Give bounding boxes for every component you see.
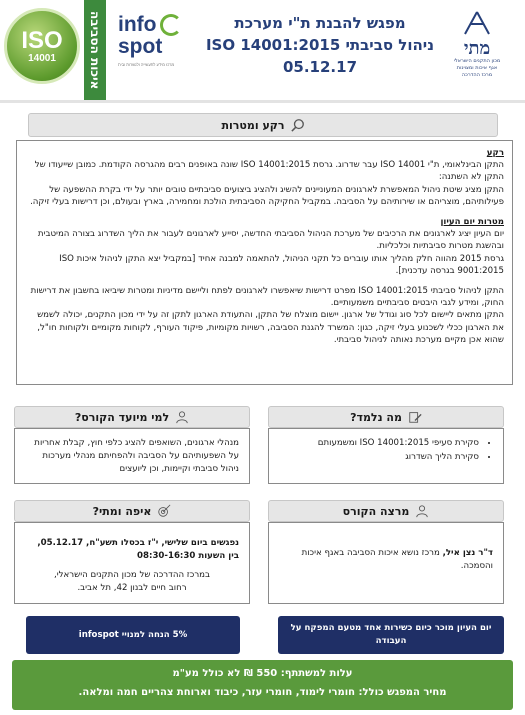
audience-text: מנהלי ארגונים, השואפים להציג כלפי חוץ, קבלת אחריות על השפעותיהם על הסביבה ולהפחיתם מנהלי מערכות ניהול סביבתי וקיימות, וכן ליועצים [34, 438, 239, 474]
logo-mark: מתי [463, 38, 491, 59]
lecturer-section-title [268, 500, 504, 522]
infospot-logo [118, 14, 188, 84]
certification-button[interactable]: יום העיון מוכר כיום כשירות אחד מטעם המפקח על העבודה [278, 616, 504, 654]
background-p1: התקן הבינלאומי, ת"י ISO 14001 עבר שדרוג. גרסת ISO 14001:2015 שונה באופנים רבים מהגרסה הקודמת. כמובן שייעודו של התקן לא השתנה: [34, 160, 504, 183]
logo-sub2: אגף איכות ומצוינות [456, 65, 498, 71]
price-bar [12, 660, 513, 710]
background-box [16, 140, 513, 385]
goals-head: מטרות יום העיון [440, 217, 504, 228]
background-head: רקע [486, 148, 504, 158]
where-title-text: איפה ומתי? [92, 504, 152, 518]
sii-emblem-icon [457, 10, 497, 36]
search-icon [291, 118, 305, 132]
title-date: 05.12.17 [282, 58, 358, 76]
iso-14001-badge [4, 8, 80, 84]
iso-badge-text: ISO [21, 26, 63, 54]
learn-section-title [268, 406, 504, 428]
audience-section-title [14, 406, 250, 428]
discount-button[interactable]: 5% הנחה למנויי infospot [26, 616, 240, 654]
side-tab: איכות הסביבה [84, 0, 106, 100]
lecturer-name: ד"ר נצן איל, [442, 548, 493, 558]
infospot-logo-line1: info [118, 13, 157, 36]
where-box [14, 522, 250, 604]
where-line4: רחוב חיים לבנון 42, תל אביב. [77, 583, 187, 593]
title-line2: ניהול סביבתי ISO 14001:2015 [205, 36, 435, 54]
logo-sub1: מכון התקנים הישראלי [453, 58, 501, 64]
lecturer-title-text: מרצה הקורס [342, 504, 410, 518]
price-line: עלות למשתתף: 550 ₪ לא כולל מע"מ [172, 668, 353, 679]
where-line2: בין השעות 08:30-16:30 [137, 551, 239, 561]
infospot-logo-line2: spot [118, 35, 163, 58]
where-line3: במרכז ההדרכה של מכון התקנים הישראלי, [54, 570, 210, 580]
learn-box [268, 428, 504, 484]
page-title [200, 12, 440, 78]
lecturer-box [268, 522, 504, 604]
audience-box [14, 428, 250, 484]
title-line1: מפגש להבנת ת"י מערכת [234, 14, 406, 32]
audience-title-text: למי מיועד הקורס? [74, 410, 170, 424]
background-p2: התקן מציג שיטת ניהול המאפשרת לארגונים המעוניינים להשיג ולהציג ביצועים סביבתיים טובים יותר על ידי בקרת ההשפעה של פעילותיהם, מוצריהם או שירותיהם על הסביבה. במקביל החקיקה הסביבתית הולכת ומחמירה, בארץ ובעולם, וכן דרישות בעלי זיקה. [30, 184, 504, 207]
lecturer-text: מרכז נושא איכות הסביבה באגף איכות והסמכה. [301, 548, 493, 571]
background-section-title [28, 113, 498, 137]
goals-p4: גרסת 2015 מהווה חלק מהליך אותו עוברים כל תקני הניהול, להתאמה למבנה אחיד [במקביל יצא התקן לניהול איכות ISO 9001:2015 בגרסה עדכנית]. [59, 253, 504, 276]
infospot-logo-sub: מרכז מידע לתעשייה ולנשרות ובית [118, 62, 175, 67]
goals-p5: התקן לניהול סביבתי ISO 14001:2015 מפרט דרישות שיאפשרו לארגונים לפתח וליישם מדיניות ומטרות שיביאו בחשבון את דרישות החוק, ומידע לגבי היבטים סביבתיים משמעותיים. [30, 286, 504, 309]
lecturer-icon [415, 504, 429, 518]
sii-logo [437, 10, 517, 79]
learn-list [279, 437, 493, 464]
where-section-title [14, 500, 250, 522]
price-includes: מחיר המפגש כולל: חומרי לימוד, חומרי עזר, כיבוד וארוחת צהריים חמה ומלאה. [78, 687, 447, 698]
target-icon [157, 504, 171, 518]
person-icon [175, 410, 189, 424]
learn-title-text: מה נלמד? [350, 410, 402, 424]
writing-icon [408, 410, 422, 424]
goals-p6: התקן מתאים ליישום לכל סוג וגודל של ארגון. יישום מוצלח של התקן, והתעודת הארגון לתקן זה על ידי מכון התקנים, יכולה לשמש את הארגון ככלי לשכנוע בעלי זיקה, כגון: המשרד להגנת הסביבה, רשויות מקומיות, פיקוד העורף, לקוחות מקומיים ולקוחות חו"ל, שהוא אכן מקיים מערכת נאותה לניהול סביבתי. [37, 310, 504, 345]
background-title-text: רקע ומטרות [221, 118, 285, 132]
learn-item: • סקירת סעיפי ISO 14001:2015 ומשמעותם [279, 437, 479, 450]
infospot-arc-icon [160, 14, 182, 36]
header [0, 0, 525, 100]
learn-item: • סקירת הליך השדרוג [279, 451, 479, 464]
logo-sub3: מרכז ההדרכה [461, 72, 493, 78]
where-line1: נפגשים ביום שלישי, י"ז בכסלו תשע"ח, 05.12.17, [37, 538, 239, 548]
header-divider [0, 100, 525, 103]
goals-p3: יום העיון יציג לארגונים את הרכיבים של מערכת הניהול הסביבתי החדשה, יסייע לארגונים לעבור את הליך השדרוג בצורה המיטבית ובהשגת מטרות סביבתיות וכלכליות. [37, 229, 504, 252]
iso-badge-number: 14001 [28, 52, 56, 64]
